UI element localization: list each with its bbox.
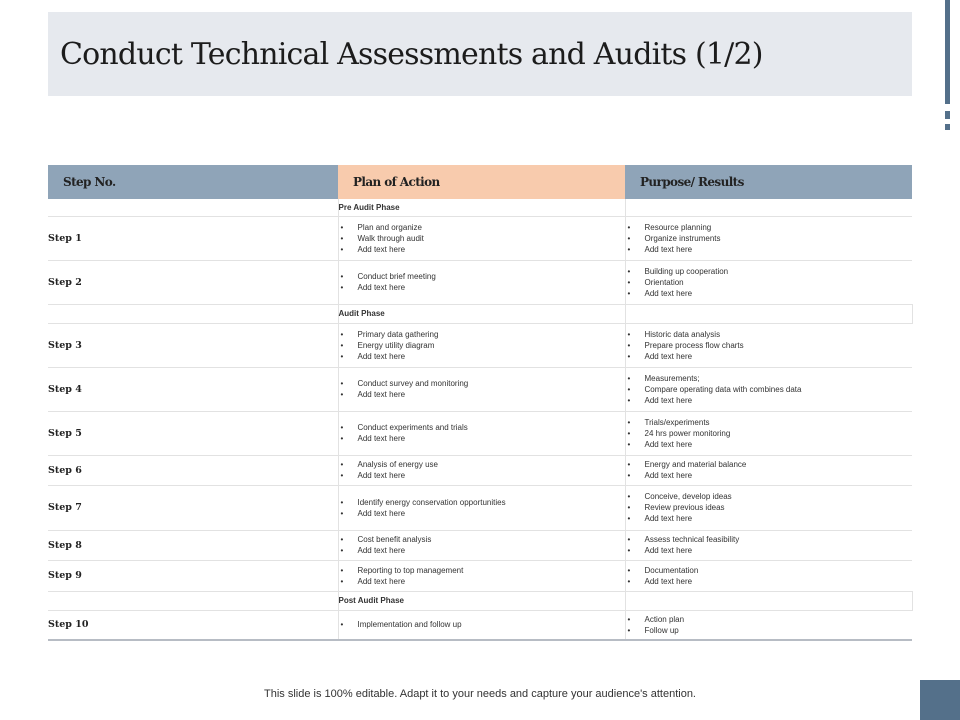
purpose-cell bbox=[625, 216, 912, 260]
header-purpose-results: Purpose/ Results bbox=[625, 165, 912, 199]
table-row bbox=[48, 260, 912, 304]
table-row bbox=[48, 411, 912, 455]
purpose-item: • 24 hrs power monitoring bbox=[626, 428, 913, 439]
purpose-item: • Follow up bbox=[626, 625, 913, 636]
purpose-item: • Add text here bbox=[626, 395, 913, 406]
purpose-item: • Add text here bbox=[626, 470, 913, 481]
plan-cell bbox=[338, 411, 625, 455]
step-label: Step 7 bbox=[48, 485, 338, 530]
plan-item: • Add text here bbox=[339, 470, 625, 481]
title-banner bbox=[48, 12, 912, 96]
table-row bbox=[48, 610, 912, 640]
plan-cell bbox=[338, 260, 625, 304]
purpose-cell bbox=[625, 560, 912, 591]
plan-cell bbox=[338, 367, 625, 411]
step-label: Step 10 bbox=[48, 610, 338, 640]
purpose-item: • Conceive, develop ideas bbox=[626, 491, 913, 502]
purpose-item: • Assess technical feasibility bbox=[626, 534, 913, 545]
phase-empty-cell bbox=[48, 304, 338, 323]
plan-item: • Add text here bbox=[339, 244, 625, 255]
plan-item: • Cost benefit analysis bbox=[339, 534, 625, 545]
plan-item: • Conduct survey and monitoring bbox=[339, 378, 625, 389]
plan-cell bbox=[338, 323, 625, 367]
step-label: Step 8 bbox=[48, 530, 338, 560]
purpose-item: • Add text here bbox=[626, 288, 913, 299]
purpose-item: • Add text here bbox=[626, 513, 913, 524]
table-row bbox=[48, 485, 912, 530]
purpose-item: • Energy and material balance bbox=[626, 459, 913, 470]
decorative-bar-small bbox=[945, 124, 950, 130]
step-label: Step 3 bbox=[48, 323, 338, 367]
purpose-item: • Trials/experiments bbox=[626, 417, 913, 428]
purpose-cell bbox=[625, 260, 912, 304]
step-label: Step 5 bbox=[48, 411, 338, 455]
plan-cell bbox=[338, 455, 625, 485]
purpose-item: • Add text here bbox=[626, 351, 913, 362]
phase-empty-cell bbox=[48, 199, 338, 216]
purpose-cell bbox=[625, 455, 912, 485]
phase-empty-cell bbox=[625, 199, 912, 216]
plan-item: • Analysis of energy use bbox=[339, 459, 625, 470]
purpose-cell bbox=[625, 367, 912, 411]
table-header-row bbox=[48, 165, 912, 199]
plan-item: • Plan and organize bbox=[339, 222, 625, 233]
purpose-cell bbox=[625, 610, 912, 640]
table-row bbox=[48, 216, 912, 260]
purpose-item: • Resource planning bbox=[626, 222, 913, 233]
plan-item: • Primary data gathering bbox=[339, 329, 625, 340]
step-label: Step 2 bbox=[48, 260, 338, 304]
step-label: Step 9 bbox=[48, 560, 338, 591]
plan-cell bbox=[338, 485, 625, 530]
phase-label-audit: Audit Phase bbox=[338, 304, 625, 323]
plan-item: • Energy utility diagram bbox=[339, 340, 625, 351]
purpose-item: • Compare operating data with combines data bbox=[626, 384, 913, 395]
phase-empty-cell bbox=[48, 591, 338, 610]
plan-item: • Conduct experiments and trials bbox=[339, 422, 625, 433]
plan-cell bbox=[338, 560, 625, 591]
phase-row-pre-audit bbox=[48, 199, 912, 216]
purpose-item: • Organize instruments bbox=[626, 233, 913, 244]
phase-row-audit bbox=[48, 304, 912, 323]
purpose-item: • Add text here bbox=[626, 545, 913, 556]
purpose-item: • Review previous ideas bbox=[626, 502, 913, 513]
table-row bbox=[48, 323, 912, 367]
table-row bbox=[48, 530, 912, 560]
purpose-item: • Action plan bbox=[626, 614, 913, 625]
purpose-cell bbox=[625, 323, 912, 367]
step-label: Step 6 bbox=[48, 455, 338, 485]
phase-empty-cell bbox=[625, 591, 912, 610]
purpose-item: • Orientation bbox=[626, 277, 913, 288]
step-label: Step 1 bbox=[48, 216, 338, 260]
plan-cell bbox=[338, 530, 625, 560]
decorative-bar-top bbox=[945, 0, 950, 104]
plan-item: • Identify energy conservation opportunities bbox=[339, 497, 625, 508]
plan-item: • Add text here bbox=[339, 508, 625, 519]
purpose-item: • Add text here bbox=[626, 244, 913, 255]
page-title: Conduct Technical Assessments and Audits (1/2) bbox=[60, 36, 763, 72]
phase-label-post-audit: Post Audit Phase bbox=[338, 591, 625, 610]
purpose-item: • Add text here bbox=[626, 439, 913, 450]
purpose-item: • Documentation bbox=[626, 565, 913, 576]
plan-item: • Reporting to top management bbox=[339, 565, 625, 576]
plan-item: • Add text here bbox=[339, 351, 625, 362]
plan-item: • Add text here bbox=[339, 282, 625, 293]
plan-item: • Add text here bbox=[339, 576, 625, 587]
purpose-item: • Add text here bbox=[626, 576, 913, 587]
purpose-item: • Historic data analysis bbox=[626, 329, 913, 340]
purpose-item: • Measurements; bbox=[626, 373, 913, 384]
plan-item: • Add text here bbox=[339, 389, 625, 400]
purpose-item: • Prepare process flow charts bbox=[626, 340, 913, 351]
table-row bbox=[48, 455, 912, 485]
table-row bbox=[48, 367, 912, 411]
header-step-no: Step No. bbox=[48, 165, 338, 199]
phase-label-pre-audit: Pre Audit Phase bbox=[338, 199, 625, 216]
plan-item: • Add text here bbox=[339, 433, 625, 444]
table-row bbox=[48, 560, 912, 591]
purpose-item: • Building up cooperation bbox=[626, 266, 913, 277]
decorative-corner-block bbox=[920, 680, 960, 720]
purpose-cell bbox=[625, 530, 912, 560]
plan-cell bbox=[338, 610, 625, 640]
decorative-bar-mid bbox=[945, 111, 950, 119]
step-label: Step 4 bbox=[48, 367, 338, 411]
phase-row-post-audit bbox=[48, 591, 912, 610]
phase-empty-cell bbox=[625, 304, 912, 323]
header-plan-of-action: Plan of Action bbox=[338, 165, 625, 199]
plan-item: • Conduct brief meeting bbox=[339, 271, 625, 282]
purpose-cell bbox=[625, 485, 912, 530]
plan-item: • Add text here bbox=[339, 545, 625, 556]
audit-steps-table bbox=[48, 165, 913, 641]
plan-cell bbox=[338, 216, 625, 260]
plan-item: • Implementation and follow up bbox=[339, 619, 625, 630]
footer-note: This slide is 100% editable. Adapt it to your needs and capture your audience's attention. bbox=[264, 688, 696, 700]
purpose-cell bbox=[625, 411, 912, 455]
plan-item: • Walk through audit bbox=[339, 233, 625, 244]
